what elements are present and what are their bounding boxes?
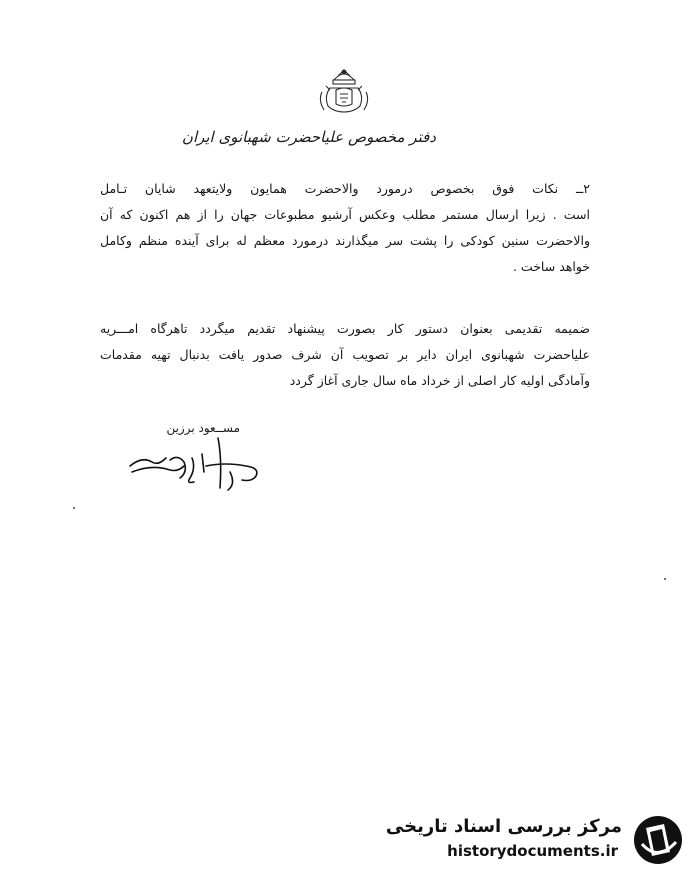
- paragraph-1: [100, 176, 590, 280]
- watermark-url: historydocuments.ir: [447, 842, 618, 860]
- paragraph-line: است . زیرا ارسال مستمر مطلب وعکس آرشیو مطبوعات جهان را از هم اکنون که آن: [100, 207, 590, 222]
- watermark-logo: [385, 812, 692, 868]
- watermark-title: مرکز بررسی اسناد تاریخی: [385, 816, 622, 837]
- paragraph-line: وآمادگی اولیه کار اصلی از خرداد ماه سال جاری آغاز گردد: [289, 373, 590, 388]
- paragraph-line: والاحضرت سنین کودکی را پشت سر میگذارند درمورد معظم له برای آینده منظم وکامل: [100, 233, 590, 248]
- paragraph-line: علیاحضرت شهبانوی ایران دایر بر تصویب آن شرف صدور یافت بدنبال تهیه مقدمات: [100, 347, 590, 362]
- signatory-name: مســعود برزین: [166, 421, 240, 435]
- paragraph-line: ۲ــ نکات فوق بخصوص درمورد والاحضرت همایون ولایتعهد شایان تـامل: [100, 181, 590, 196]
- letterhead-title: دفتر مخصوص علیاحضرت شهبانوی ایران: [181, 128, 436, 146]
- scan-speck: [73, 507, 75, 509]
- handwritten-signature-icon: [122, 432, 272, 494]
- paragraph-2: [100, 316, 590, 394]
- paragraph-line: خواهد ساخت .: [512, 259, 590, 274]
- archive-emblem-icon: [632, 814, 684, 866]
- scan-speck: [664, 578, 666, 580]
- imperial-crest-icon: [316, 66, 372, 116]
- paragraph-line: ضمیمه تقدیمی بعنوان دستور کار بصورت پیشنهاد تقدیم میگردد تاهرگاه امـــریه: [100, 321, 590, 336]
